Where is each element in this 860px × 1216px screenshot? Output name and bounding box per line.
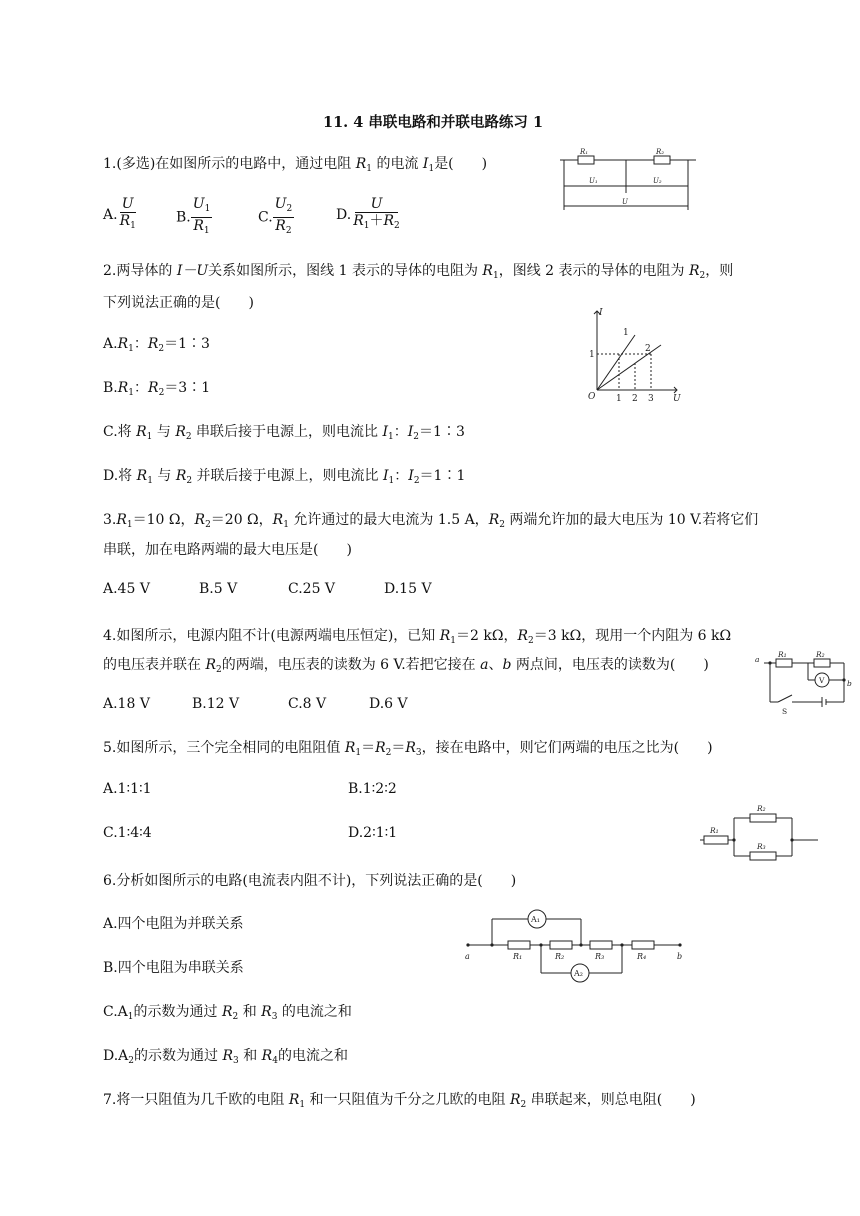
label-u2: U₂ <box>653 177 662 185</box>
label-r3: R₃ <box>595 952 605 961</box>
label-r2: R₂ <box>656 148 665 156</box>
label-a1: A₁ <box>531 915 540 924</box>
question-5-option-b: B.1∶2∶2 <box>348 781 397 797</box>
label-r3: R₃ <box>757 842 766 851</box>
question-1-option-b: B. $\frac{U_1}{R_1}$ <box>176 196 211 236</box>
line-2-label: 2 <box>645 344 651 354</box>
label-r2: R₂ <box>555 952 565 961</box>
question-7-stem: 7.将一只阻值为几千欧的电阻 $R_1$ 和一只阻值为千分之几欧的电阻 $R_2$ 串联起来，则总电阻( ) <box>103 1092 696 1110</box>
resistor-r1 <box>704 836 728 844</box>
resistor-r1 <box>578 156 594 164</box>
question-3-stem-line2: 串联，加在电路两端的最大电压是( ) <box>103 542 352 558</box>
label-b: b <box>677 952 683 961</box>
question-5-option-a: A.1∶1∶1 <box>103 781 152 797</box>
question-2-stem-line1: 2.两导体的 I－U关系如图所示，图线 1 表示的导体的电阻为 $R_1$，图线 2 表示的导体的电阻为 $R_2$，则 <box>103 263 734 281</box>
label-r2: R₂ <box>757 804 766 813</box>
question-4-option-d: D.6 V <box>369 696 408 712</box>
question-1-option-d: D. $\frac{U}{R_1+R_2}$ <box>336 196 400 231</box>
label-r4: R₄ <box>637 952 647 961</box>
figure-voltmeter-circuit <box>752 648 856 716</box>
x-tick-2: 2 <box>632 394 638 404</box>
label-a2: A₂ <box>574 969 583 978</box>
resistor-r2 <box>550 941 572 949</box>
resistor-r4 <box>632 941 654 949</box>
resistor-r2 <box>750 814 776 822</box>
page-title: 11. 4 串联电路和并联电路练习 1 <box>323 114 544 131</box>
x-tick-3: 3 <box>648 394 654 404</box>
resistor-r3 <box>750 852 776 860</box>
question-6-option-d: $D.A_2$的示数为通过 $R_3$ 和 $R_4$的电流之和 <box>103 1048 348 1066</box>
label-v: V <box>819 676 825 685</box>
label-r1: R₁ <box>580 148 589 156</box>
label-u1: U₁ <box>589 177 598 185</box>
y-axis-label: I <box>599 308 603 318</box>
label-r1: R₁ <box>710 826 719 835</box>
label-s: S <box>782 707 788 716</box>
question-5-option-d: D.2∶1∶1 <box>348 825 398 841</box>
question-4-option-c: C.8 V <box>288 696 327 712</box>
question-3-option-c: C.25 V <box>288 581 336 597</box>
question-3-stem-line1: $3.R_1=10$ Ω，$R_2=20$ Ω，$R_1$ 允许通过的最大电流为 1.5 A，$R_2$ 两端允许加的最大电压为 10 V.若将它们 <box>103 512 759 530</box>
question-2-stem-line2: 下列说法正确的是( ) <box>103 295 254 311</box>
figure-series-circuit <box>556 148 701 216</box>
resistor-r1 <box>508 941 530 949</box>
question-5-option-c: C.1∶4∶4 <box>103 825 152 841</box>
question-3-option-d: D.15 V <box>384 581 432 597</box>
question-4-option-b: B.12 V <box>192 696 240 712</box>
label-r1: R₁ <box>513 952 523 961</box>
question-2-option-d: D.将 $R_1$ 与 $R_2$ 并联后接于电源上，则电流比 $I_1$：$I_2=1∶1$ <box>103 468 466 486</box>
switch-s <box>778 695 792 702</box>
line-1-label: 1 <box>623 328 629 338</box>
label-a: a <box>465 952 470 961</box>
question-1-stem: 1.(多选)在如图所示的电路中，通过电阻 $R_1$ 的电流 $I_1$是( ) <box>103 156 488 174</box>
x-tick-1: 1 <box>616 394 622 404</box>
label-u: U <box>622 198 628 206</box>
figure-iu-graph <box>585 305 685 405</box>
x-axis-label: U <box>673 394 681 404</box>
question-3-option-b: B.5 V <box>199 581 238 597</box>
graph-line-1 <box>597 335 635 390</box>
resistor-r1 <box>776 659 792 667</box>
question-1-option-a: A. $\frac{U}{R_1}$ <box>103 196 136 231</box>
label-b: b <box>847 679 852 688</box>
question-5-stem: 5.如图所示，三个完全相同的电阻阻值 $R_1=R_2=R_3$，接在电路中，则它们两端的电压之比为( ) <box>103 740 713 758</box>
question-6-option-c: $C.A_1$的示数为通过 $R_2$ 和 $R_3$ 的电流之和 <box>103 1004 352 1022</box>
figure-ammeter-circuit <box>460 905 690 987</box>
y-tick-1: 1 <box>589 350 595 360</box>
question-2-option-a: $A.R_1$：$R_2=1∶3$ <box>103 336 210 354</box>
origin-label: O <box>588 392 596 402</box>
question-6-option-b: B.四个电阻为串联关系 <box>103 960 244 976</box>
label-a: a <box>755 655 760 664</box>
question-4-stem-line2: 的电压表并联在 $R_2$的两端，电压表的读数为 6 V.若把它接在 a、b 两点间，电压表的读数为( ) <box>103 657 709 675</box>
resistor-r2 <box>814 659 830 667</box>
resistor-r3 <box>590 941 612 949</box>
label-r1: R₁ <box>778 650 787 659</box>
question-1-option-c: C. $\frac{U_2}{R_2}$ <box>258 196 293 236</box>
question-4-option-a: A.18 V <box>103 696 150 712</box>
question-2-option-b: $B.R_1$：$R_2=3∶1$ <box>103 380 211 398</box>
question-6-option-a: A.四个电阻为并联关系 <box>103 916 244 932</box>
question-2-option-c: C.将 $R_1$ 与 $R_2$ 串联后接于电源上，则电流比 $I_1$：$I_2=1∶3$ <box>103 424 465 442</box>
question-3-option-a: A.45 V <box>103 581 150 597</box>
question-4-stem-line1: 4.如图所示，电源内阻不计(电源两端电压恒定)，已知 $R_1=2$ kΩ，$R_2=3$ kΩ，现用一个内阻为 6 kΩ <box>103 628 732 646</box>
label-r2: R₂ <box>816 650 825 659</box>
figure-series-parallel-circuit <box>696 798 822 868</box>
question-6-stem: 6.分析如图所示的电路(电流表内阻不计)，下列说法正确的是( ) <box>103 873 517 889</box>
resistor-r2 <box>654 156 670 164</box>
